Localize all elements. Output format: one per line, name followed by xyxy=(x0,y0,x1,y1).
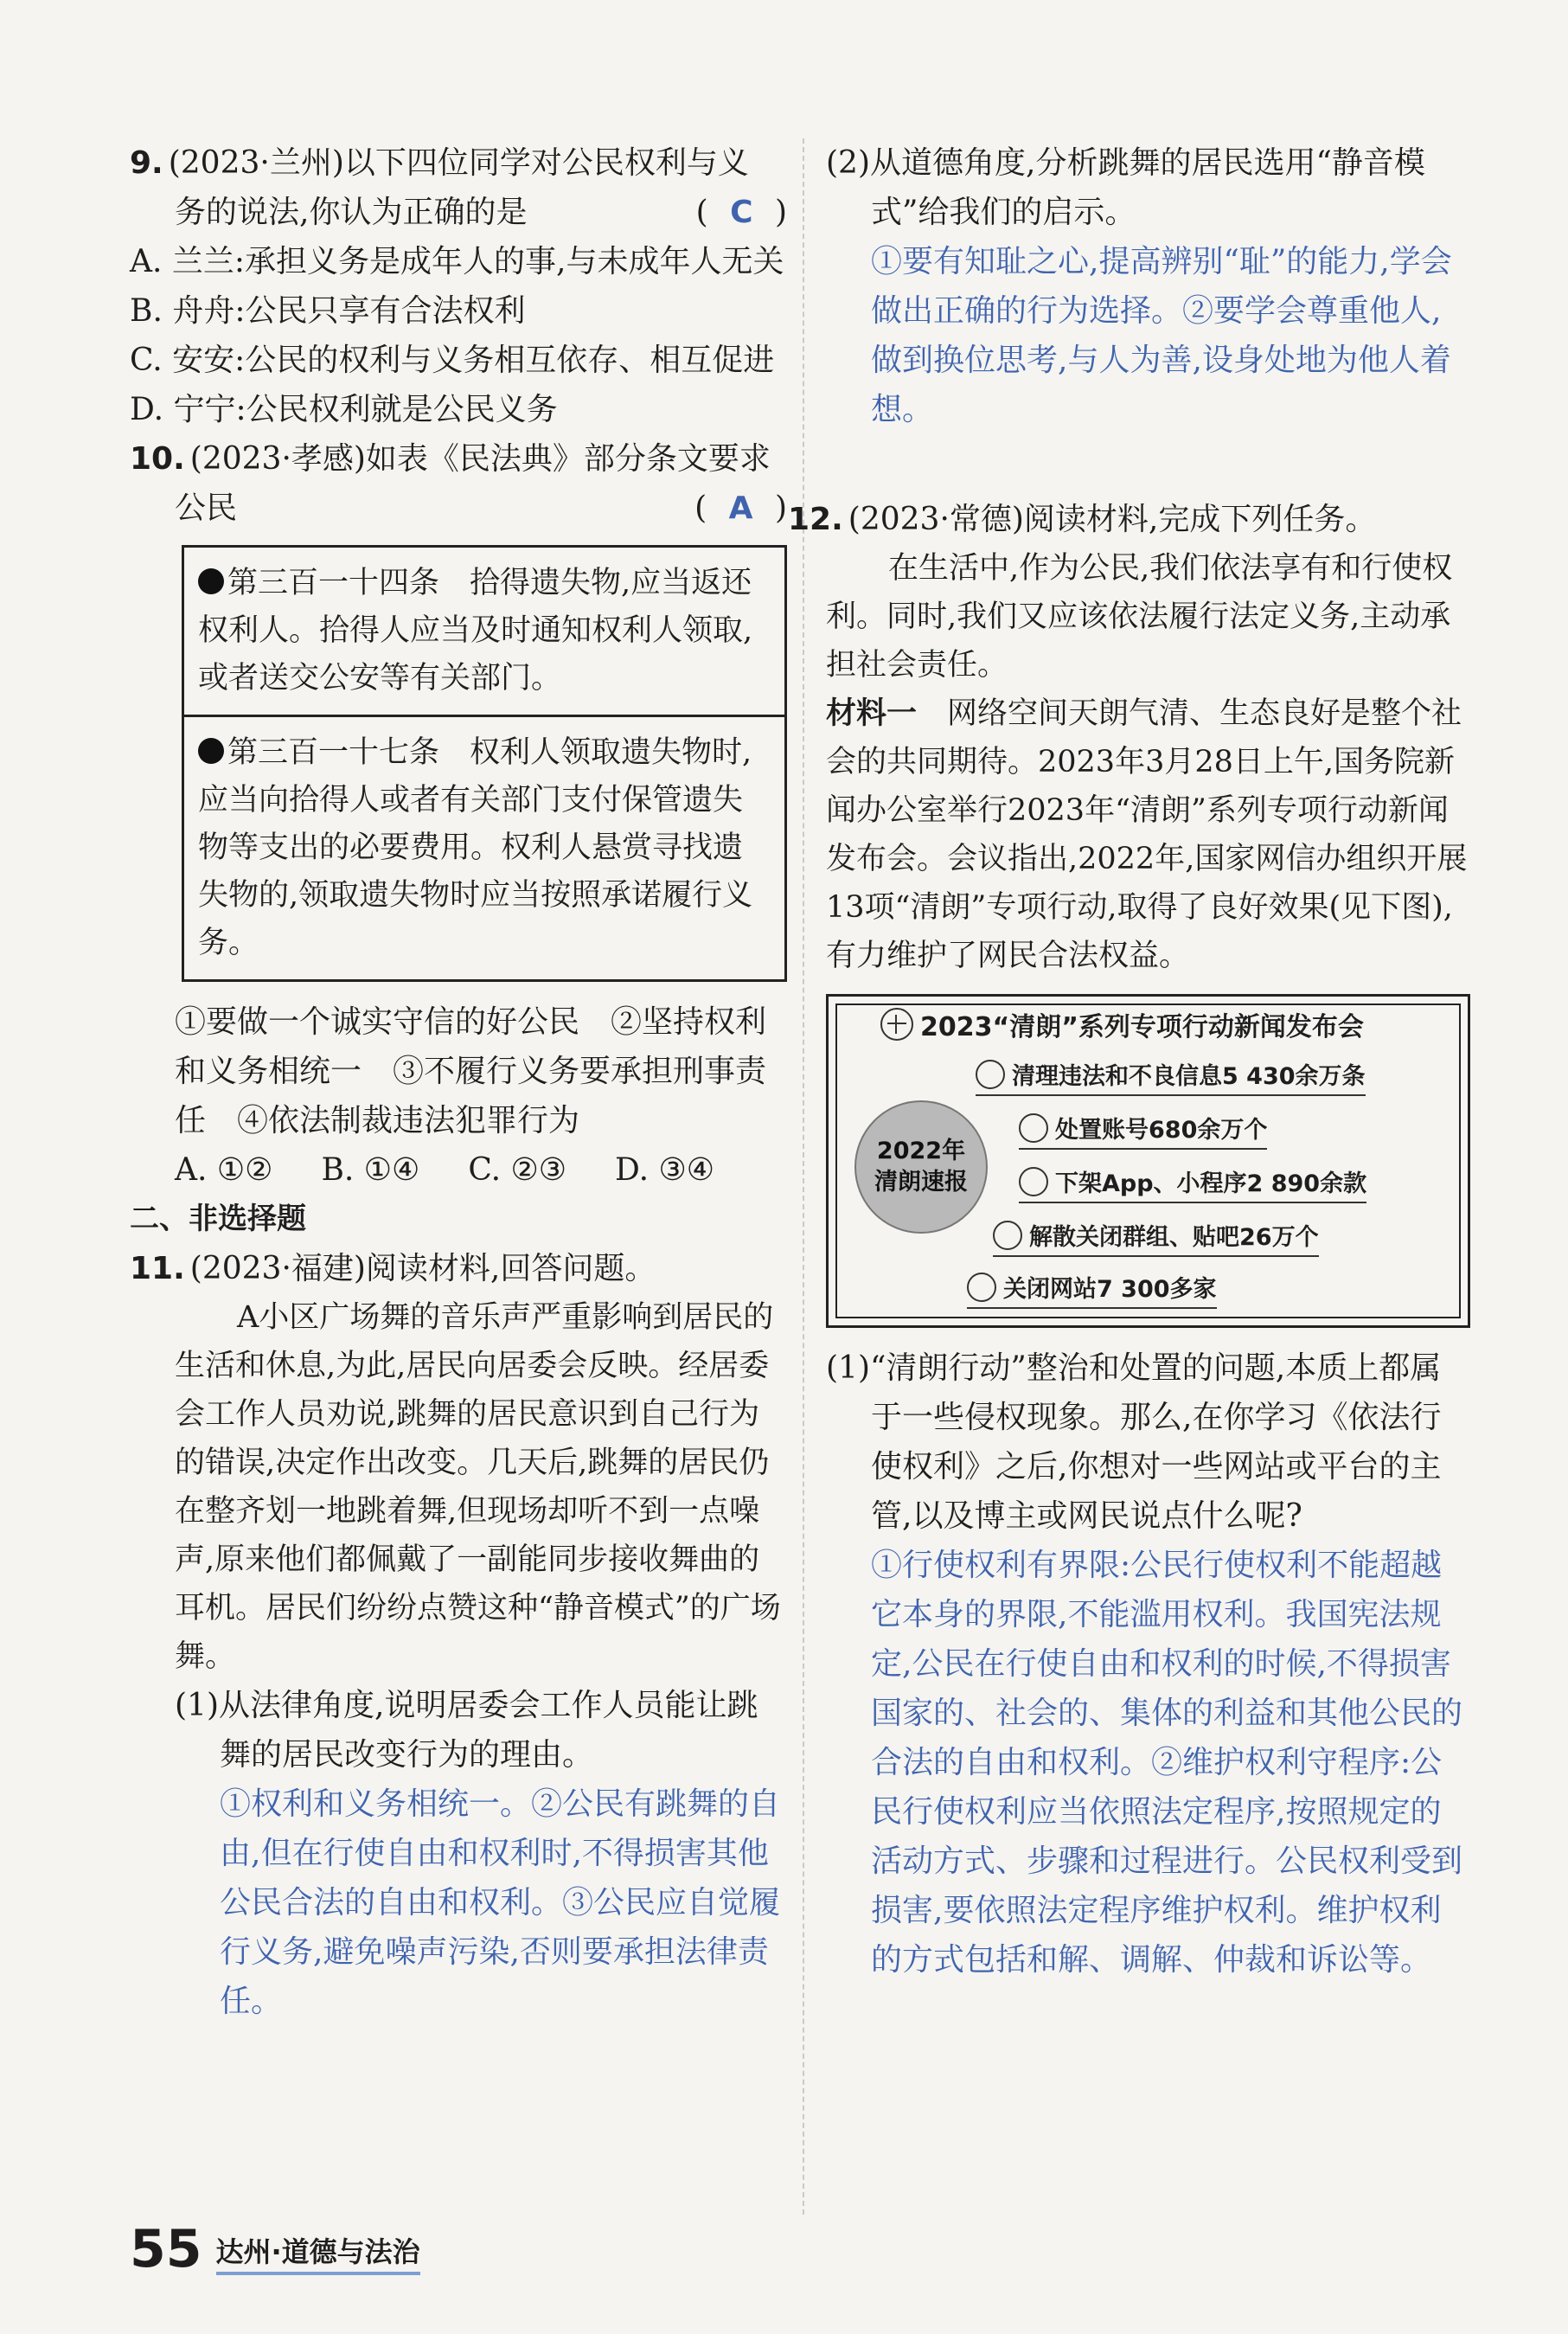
material-label: 材料一 xyxy=(826,696,918,731)
question-stem: (2023·孝感)如表《民法典》部分条文要求 xyxy=(189,441,771,477)
option-b: B. 舟舟:公民只享有合法权利 xyxy=(130,293,526,329)
choice-a: A. ①② xyxy=(175,1152,273,1188)
grid-icon xyxy=(1019,1113,1048,1143)
answer-mark: A xyxy=(728,491,753,526)
page-number: 55 xyxy=(130,2219,202,2279)
question-stem: 公民 xyxy=(175,491,238,526)
question-11-continued xyxy=(826,138,1470,434)
stat-item-apps: 下架App、小程序2 890余款 xyxy=(1019,1164,1366,1203)
choices-row xyxy=(130,1145,787,1195)
globe-icon xyxy=(880,1008,913,1041)
sub-answer-2: ①要有知耻之心,提高辨别“耻”的能力,学会做出正确的行为选择。②要学会尊重他人,做到换位思考,与人为善,设身处地为他人着想。 xyxy=(871,244,1452,427)
question-number: 11. xyxy=(130,1251,185,1286)
law-article-314: 第三百一十四条 拾得遗失物,应当返还权利人。拾得人应当及时通知权利人领取,或者送交公安等有关部门。 xyxy=(198,566,753,696)
document-icon xyxy=(976,1060,1005,1089)
section-heading: 二、非选择题 xyxy=(130,1202,306,1236)
qinglang-infographic xyxy=(826,994,1470,1328)
answer-bracket: ( A ) xyxy=(694,491,787,526)
location-pin-icon xyxy=(993,1221,1022,1250)
answer-mark: C xyxy=(730,195,753,230)
statements: ①要做一个诚实守信的好公民 ②坚持权利和义务相统一 ③不履行义务要承担刑事责任 ④依法制裁违法犯罪行为 xyxy=(175,1004,767,1138)
question-9 xyxy=(130,138,787,434)
option-c: C. 安安:公民的权利与义务相互依存、相互促进 xyxy=(130,343,775,378)
stat-item-websites: 关闭网站7 300多家 xyxy=(967,1270,1217,1309)
question-number: 9. xyxy=(130,145,163,181)
question-stem: 务的说法,你认为正确的是 xyxy=(175,195,528,230)
bullet-icon xyxy=(198,568,224,594)
column-divider xyxy=(803,138,804,2215)
left-column xyxy=(130,138,787,2026)
option-a: A. 兰兰:承担义务是成年人的事,与未成年人无关 xyxy=(130,244,784,279)
question-stem: (2023·常德)阅读材料,完成下列任务。 xyxy=(848,502,1377,537)
question-stem: (2023·兰州)以下四位同学对公民权利与义 xyxy=(168,145,749,181)
option-d: D. 宁宁:公民权利就是公民义务 xyxy=(130,392,558,427)
sub-answer-1: ①行使权利有界限:公民行使权利不能超越它本身的界限,不能滥用权利。我国宪法规定,公民在行使自由和权利的时候,不得损害国家的、社会的、集体的利益和其他公民的合法的自由和权利。②维护权利守程序:公民行使权利应当依照法定程序,按照规定的活动方式、步骤和过程进行。公民权利受到损害,要依照法定程序维护权利。维护权利的方式包括和解、调解、仲裁和诉讼等。 xyxy=(871,1548,1463,1978)
cloud-icon xyxy=(1019,1167,1048,1196)
reading-material: A小区广场舞的音乐声严重影响到居民的生活和休息,为此,居民向居委会反映。经居委会工作人员劝说,跳舞的居民意识到自己行为的错误,决定作出改变。几天后,跳舞的居民仍在整齐划一地跳着舞,但现场却听不到一点噪声,原来他们都佩戴了一副能同步接收舞曲的耳机。居民们纷纷点赞这种“静音模式”的广场舞。 xyxy=(175,1300,781,1674)
question-number: 10. xyxy=(130,441,185,477)
list-icon xyxy=(967,1273,996,1302)
sub-answer-1: ①权利和义务相统一。②公民有跳舞的自由,但在行使自由和权利时,不得损害其他公民合法的自由和权利。③公民应自觉履行义务,避免噪声污染,否则要承担法律责任。 xyxy=(220,1786,781,2019)
stat-item-info: 清理违法和不良信息5 430余万条 xyxy=(976,1057,1366,1096)
choice-d: D. ③④ xyxy=(615,1152,715,1188)
right-column xyxy=(788,138,1470,1985)
infographic-title: 2023“清朗”系列专项行动新闻发布会 xyxy=(880,1005,1364,1043)
footer-title: 达州·道德与法治 xyxy=(216,2230,420,2275)
question-number: 12. xyxy=(788,502,843,537)
choice-b: B. ①④ xyxy=(321,1152,420,1188)
bullet-icon xyxy=(198,738,224,764)
sub-question-1: (1)从法律角度,说明居委会工作人员能让跳舞的居民改变行为的理由。 xyxy=(175,1688,758,1773)
question-12 xyxy=(788,495,1470,1985)
sub-question-1: (1)“清朗行动”整治和处置的问题,本质上都属于一些侵权现象。那么,在你学习《依法行使权利》之后,你想对一些网站或平台的主管,以及博主或网民说点什么呢? xyxy=(826,1350,1442,1534)
question-10 xyxy=(130,434,787,1195)
qinglang-badge: 2022年 清朗速报 xyxy=(854,1100,988,1234)
stat-item-groups: 解散关闭群组、贴吧26万个 xyxy=(993,1218,1319,1257)
law-article-317: 第三百一十七条 权利人领取遗失物时,应当向拾得人或者有关部门支付保管遗失物等支出的必要费用。权利人悬赏寻找遗失物的,领取遗失物时应当按照承诺履行义务。 xyxy=(184,715,784,979)
choice-c: C. ②③ xyxy=(468,1152,567,1188)
stat-item-accounts: 处置账号680余万个 xyxy=(1019,1111,1267,1150)
page-footer xyxy=(130,2219,420,2279)
answer-bracket: ( C ) xyxy=(695,195,787,230)
question-11 xyxy=(130,1244,787,2026)
civil-code-table xyxy=(182,545,787,982)
question-stem: (2023·福建)阅读材料,回答问题。 xyxy=(189,1251,656,1286)
sub-question-2: (2)从道德角度,分析跳舞的居民选用“静音模式”给我们的启示。 xyxy=(826,145,1425,230)
material-one: 材料一 网络空间天朗气清、生态良好是整个社会的共同期待。2023年3月28日上午,国务院新闻办公室举行2023年“清朗”系列专项行动新闻发布会。会议指出,2022年,国家网信办组织开展13项“清朗”专项行动,取得了良好效果(见下图),有力维护了网民合法权益。 xyxy=(826,696,1468,973)
intro-text: 在生活中,作为公民,我们依法享有和行使权利。同时,我们又应该依法履行法定义务,主动承担社会责任。 xyxy=(826,551,1453,683)
